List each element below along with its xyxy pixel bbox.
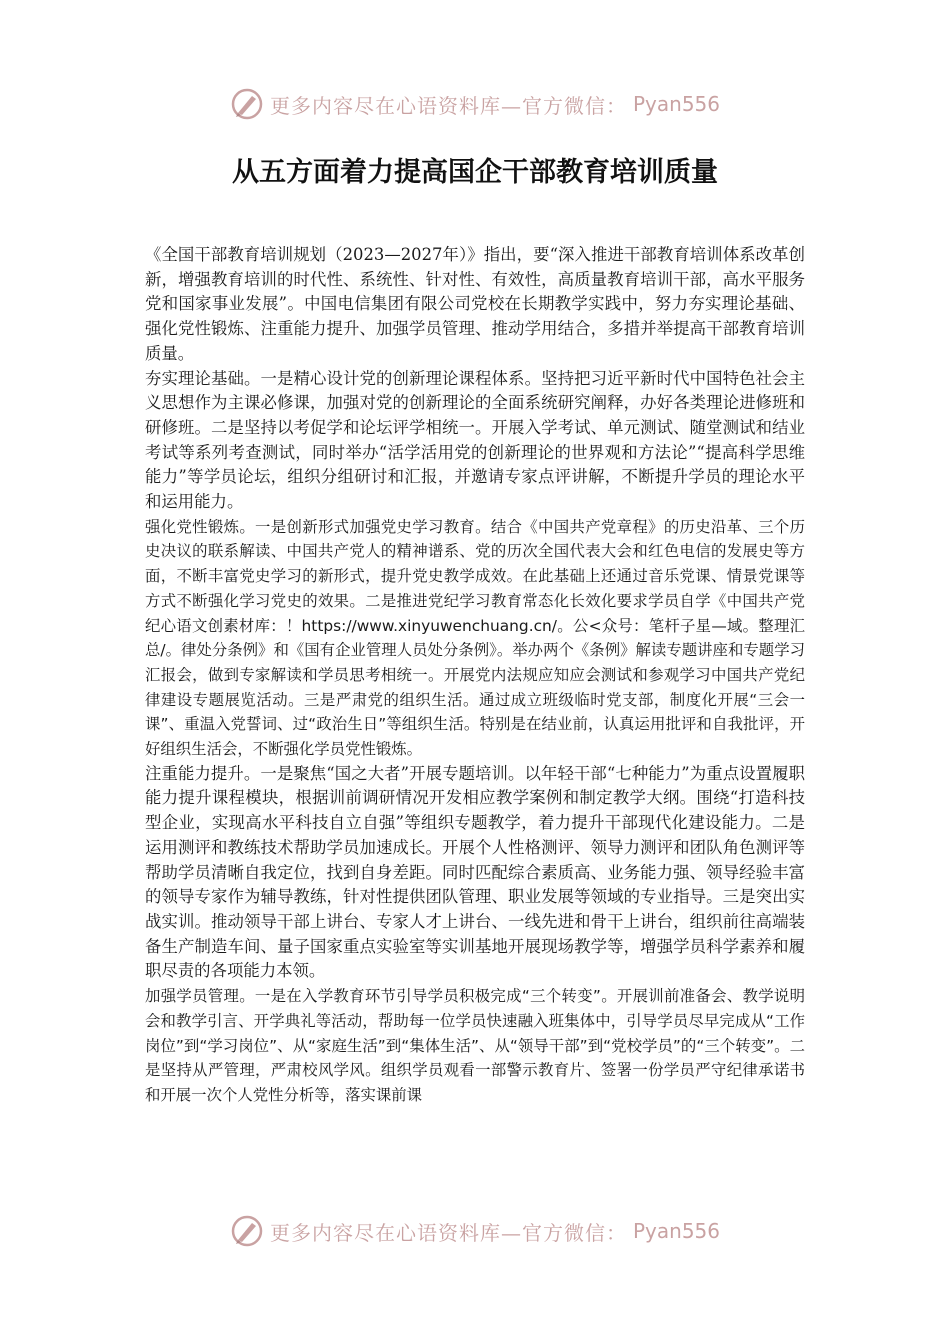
pen-logo-icon [230, 1214, 264, 1248]
paragraph-intro: 《全国干部教育培训规划（2023—2027年）》指出，要“深入推进干部教育培训体系改革创新，增强教育培训的时代性、系统性、针对性、有效性，高质量教育培训干部，高水平服务党和国家事业发展”。中国电信集团有限公司党校在长期教学实践中，努力夯实理论基础、强化党性锻炼、注重能力提升、加强学员管理、推动学用结合，多措并举提高干部教育培训质量。 [145, 245, 805, 363]
paragraph-ability: 注重能力提升。一是聚焦“国之大者”开展专题培训。以年轻干部“七种能力”为重点设置履职能力提升课程模块，根据训前调研情况开发相应教学案例和制定教学大纲。围绕“打造科技型企业，实现高水平科技自立自强”等组织专题教学，着力提升干部现代化建设能力。二是运用测评和教练技术帮助学员加速成长。开展个人性格测评、领导力测评和团队角色测评等帮助学员清晰自我定位，找到自身差距。同时匹配综合素质高、业务能力强、领导经验丰富的领导专家作为辅导教练，针对性提供团队管理、职业发展等领域的专业指导。三是突出实战实训。推动领导干部上讲台、专家人才上讲台、一线先进和骨干上讲台，组织前往高端装备生产制造车间、量子国家重点实验室等实训基地开展现场教学等，增强学员科学素养和履职尽责的各项能力本领。 [145, 763, 805, 981]
watermark-text: 更多内容尽在心语资料库—官方微信： [269, 1220, 627, 1245]
document-body [145, 243, 805, 1108]
pen-logo-icon [230, 87, 264, 121]
watermark-text: 更多内容尽在心语资料库—官方微信： [269, 93, 627, 118]
paragraph-theory: 夯实理论基础。一是精心设计党的创新理论课程体系。坚持把习近平新时代中国特色社会主义思想作为主课必修课，加强对党的创新理论的全面系统研究阐释，办好各类理论进修班和研修班。二是坚持以考促学和论坛评学相统一。开展入学考试、单元测试、随堂测试和结业考试等系列考查测试，同时举办“活学活用党的创新理论的世界观和方法论”“提高科学思维能力”等学员论坛，组织分组研讨和汇报，并邀请专家点评讲解，不断提升学员的理论水平和运用能力。 [145, 368, 805, 512]
watermark-handle: Pyan556 [632, 1219, 720, 1243]
paragraph-party-spirit: 强化党性锻炼。一是创新形式加强党史学习教育。结合《中国共产党章程》的历史沿革、三个历史决议的联系解读、中国共产党人的精神谱系、党的历次全国代表大会和红色电信的发展史等方面，不断丰富党史学习的新形式，提升党史教学成效。在此基础上还通过音乐党课、情景党课等方式不断强化学习党史的效果。二是推进党纪学习教育常态化长效化要求学员自学《中国共产党纪心语文创素材库：！https://www.xinyuwenchuang.cn/。公<众号：笔杆子星—域。整理汇总/。律处分条例》和《国有企业管理人员处分条例》。举办两个《条例》解读专题讲座和专题学习汇报会，做到专家解读和学员思考相统一。开展党内法规应知应会测试和参观学习中国共产党纪律建设专题展览活动。三是严肃党的组织生活。通过成立班级临时党支部，制度化开展“三会一课”、重温入党誓词、过“政治生日”等组织生活。特别是在结业前，认真运用批评和自我批评，开好组织生活会，不断强化学员党性锻炼。 [145, 517, 805, 759]
watermark-header [0, 84, 950, 124]
watermark-footer [0, 1211, 950, 1251]
paragraph-management: 加强学员管理。一是在入学教育环节引导学员积极完成“三个转变”。开展训前准备会、教学说明会和教学引言、开学典礼等活动，帮助每一位学员快速融入班集体中，引导学员尽早完成从“工作岗位”到“学习岗位”、从“家庭生活”到“集体生活”、从“领导干部”到“党校学员”的“三个转变”。二是坚持从严管理，严肃校风学风。组织学员观看一部警示教育片、签署一份学员严守纪律承诺书和开展一次个人党性分析等，落实课前课 [145, 987, 805, 1104]
document-title: 从五方面着力提高国企干部教育培训质量 [232, 157, 718, 188]
watermark-handle: Pyan556 [632, 92, 720, 116]
